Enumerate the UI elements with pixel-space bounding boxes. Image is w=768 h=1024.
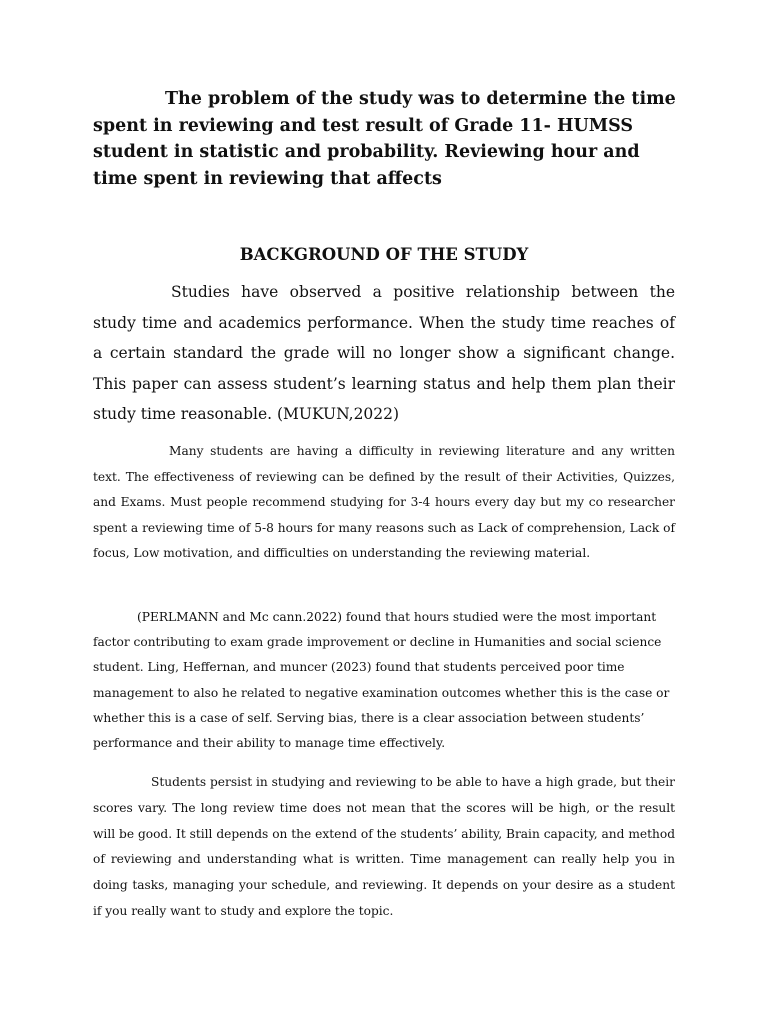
background-paragraph-1: Studies have observed a positive relationship between the study time and academics performance. When the study time reaches of a certain standard the grade will no longer show a significant change. This paper can assess student’s learning status and help them plan their study time reasonable. (MUKUN,2022) <box>93 283 675 423</box>
problem-statement: The problem of the study was to determine the time spent in reviewing and test result of Grade 11- HUMSS student in statistic and probability. Reviewing hour and time spent in reviewing that affects <box>93 89 676 189</box>
background-paragraph-2: Many students are having a difficulty in reviewing literature and any written text. The effectiveness of reviewing can be defined by the result of their Activities, Quizzes, and Exams. Must people recommend studying for 3-4 hours every day but my co researcher spent a reviewing time of 5-8 hours for many reasons such as Lack of comprehension, Lack of focus, Low motivation, and difficulties on understanding the reviewing material. <box>93 444 675 560</box>
background-paragraph-4: Students persist in studying and reviewing to be able to have a high grade, but their scores vary. The long review time does not mean that the scores will be high, or the result will be good. It still depends on the extend of the students’ ability, Brain capacity, and method of reviewing and understanding what is written. Time management can really help you in doing tasks, managing your schedule, and reviewing. It depends on your desire as a student if you really want to study and explore the topic. <box>93 775 675 918</box>
background-paragraph-3: (PERLMANN and Mc cann.2022) found that hours studied were the most important factor contributing to exam grade improvement or decline in Humanities and social science student. Ling, Heffernan, and muncer (2023) found that students perceived poor time management to also he related to negative examination outcomes whether this is the case or whether this is a case of self. Serving bias, there is a clear association between students’ performance and their ability to manage time effectively. <box>93 610 670 751</box>
section-heading: BACKGROUND OF THE STUDY <box>239 245 529 264</box>
